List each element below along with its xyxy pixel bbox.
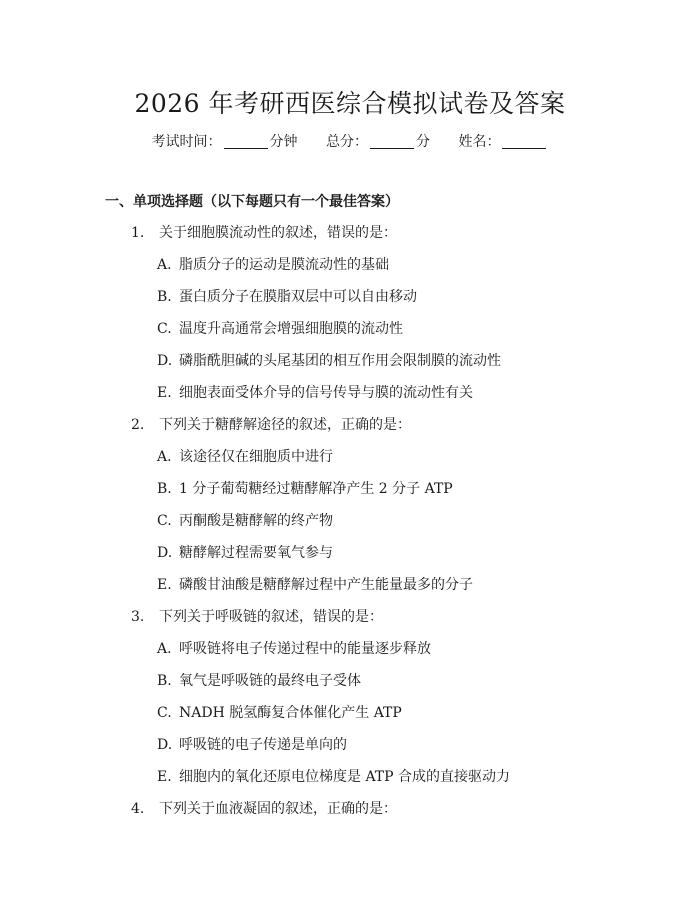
option-letter: A. <box>157 641 172 657</box>
option-letter: B. <box>157 673 172 689</box>
exam-meta <box>0 131 700 151</box>
option-item <box>0 637 700 669</box>
page-title: 2026 年考研西医综合模拟试卷及答案 <box>134 89 566 118</box>
question-stem <box>0 221 700 253</box>
option-text: 蛋白质分子在膜脂双层中可以自由移动 <box>179 289 417 305</box>
total-score-unit: 分 <box>416 134 430 150</box>
option-item <box>0 381 700 413</box>
option-text: 该途径仅在细胞质中进行 <box>179 449 333 465</box>
option-text: 温度升高通常会增强细胞膜的流动性 <box>179 321 403 337</box>
option-item <box>0 509 700 541</box>
option-text: 细胞内的氧化还原电位梯度是 ATP 合成的直接驱动力 <box>179 769 511 785</box>
option-item <box>0 701 700 733</box>
option-text: 磷脂酰胆碱的头尾基团的相互作用会限制膜的流动性 <box>179 353 501 369</box>
question-stem <box>0 605 700 637</box>
question-stem <box>0 413 700 445</box>
option-item <box>0 253 700 285</box>
option-item <box>0 445 700 477</box>
option-item <box>0 477 700 509</box>
option-text: 丙酮酸是糖酵解的终产物 <box>179 513 333 529</box>
exam-time-blank <box>224 134 268 149</box>
option-letter: D. <box>157 545 173 561</box>
student-name-label: 姓名： <box>458 134 501 150</box>
question-2 <box>0 413 700 605</box>
question-number: 4. <box>131 801 145 817</box>
option-text: 脂质分子的运动是膜流动性的基础 <box>179 257 389 273</box>
student-name-blank <box>502 134 546 149</box>
option-letter: E. <box>157 769 172 785</box>
option-letter: B. <box>157 289 172 305</box>
option-text: 氧气是呼吸链的最终电子受体 <box>179 673 361 689</box>
total-score-blank <box>370 134 414 149</box>
option-letter: B. <box>157 481 172 497</box>
option-item <box>0 317 700 349</box>
option-letter: A. <box>157 449 172 465</box>
question-1 <box>0 221 700 413</box>
option-item <box>0 349 700 381</box>
option-item <box>0 733 700 765</box>
question-number: 2. <box>131 417 145 433</box>
question-text: 下列关于呼吸链的叙述，错误的是： <box>159 609 383 625</box>
option-letter: E. <box>157 577 172 593</box>
option-letter: C. <box>157 705 172 721</box>
total-score-label: 总分： <box>326 134 368 150</box>
question-number: 1. <box>131 225 145 241</box>
option-text: NADH 脱氢酶复合体催化产生 ATP <box>179 705 402 721</box>
option-item <box>0 669 700 701</box>
option-text: 糖酵解过程需要氧气参与 <box>179 545 333 561</box>
option-text: 磷酸甘油酸是糖酵解过程中产生能量最多的分子 <box>179 577 473 593</box>
exam-time-label: 考试时间： <box>151 134 222 150</box>
option-text: 细胞表面受体介导的信号传导与膜的流动性有关 <box>179 385 473 401</box>
option-text: 呼吸链将电子传递过程中的能量逐步释放 <box>179 641 431 657</box>
question-number: 3. <box>131 609 145 625</box>
option-text: 呼吸链的电子传递是单向的 <box>179 737 347 753</box>
question-stem <box>0 797 700 829</box>
option-text: 1 分子葡萄糖经过糖酵解净产生 2 分子 ATP <box>179 481 453 497</box>
question-4 <box>0 797 700 829</box>
question-text: 下列关于糖酵解途径的叙述，正确的是： <box>159 417 411 433</box>
total-score <box>326 131 430 151</box>
option-letter: C. <box>157 321 172 337</box>
question-list <box>0 221 700 829</box>
section-title: 一、单项选择题（以下每题只有一个最佳答案） <box>105 194 399 210</box>
exam-time <box>152 131 298 151</box>
option-letter: D. <box>157 737 173 753</box>
option-item <box>0 285 700 317</box>
question-3 <box>0 605 700 797</box>
option-item <box>0 573 700 605</box>
question-text: 关于细胞膜流动性的叙述，错误的是： <box>159 225 397 241</box>
option-item <box>0 765 700 797</box>
exam-time-unit: 分钟 <box>269 134 298 150</box>
question-text: 下列关于血液凝固的叙述，正确的是： <box>159 801 397 817</box>
option-letter: D. <box>157 353 173 369</box>
student-name <box>458 131 548 151</box>
option-letter: C. <box>157 513 172 529</box>
option-item <box>0 541 700 573</box>
option-letter: A. <box>157 257 172 273</box>
option-letter: E. <box>157 385 172 401</box>
